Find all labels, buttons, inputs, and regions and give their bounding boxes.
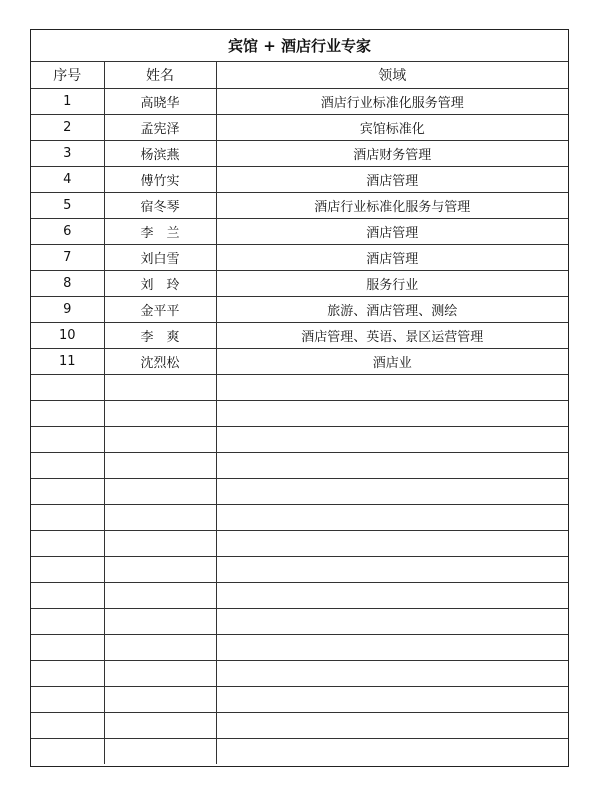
cell-no: 11 bbox=[31, 349, 104, 375]
empty-cell-name bbox=[104, 687, 216, 713]
empty-cell-field bbox=[216, 375, 568, 401]
empty-table-row bbox=[31, 609, 568, 635]
empty-cell-no bbox=[31, 453, 104, 479]
empty-table-row bbox=[31, 401, 568, 427]
empty-cell-no bbox=[31, 531, 104, 557]
empty-cell-field bbox=[216, 505, 568, 531]
empty-cell-no bbox=[31, 609, 104, 635]
empty-cell-field bbox=[216, 713, 568, 739]
cell-name: 傅竹实 bbox=[104, 167, 216, 193]
empty-table-row bbox=[31, 583, 568, 609]
cell-no: 8 bbox=[31, 271, 104, 297]
empty-cell-name bbox=[104, 557, 216, 583]
table-row bbox=[31, 323, 568, 349]
empty-cell-name bbox=[104, 661, 216, 687]
cell-no: 3 bbox=[31, 141, 104, 167]
cell-field: 旅游、酒店管理、测绘 bbox=[216, 297, 568, 323]
cell-name: 杨滨燕 bbox=[104, 141, 216, 167]
cell-field: 酒店行业标准化服务管理 bbox=[216, 89, 568, 115]
column-header-name: 姓名 bbox=[104, 62, 216, 89]
cell-field: 服务行业 bbox=[216, 271, 568, 297]
empty-cell-name bbox=[104, 505, 216, 531]
empty-cell-no bbox=[31, 661, 104, 687]
cell-name: 沈烈松 bbox=[104, 349, 216, 375]
cell-field: 宾馆标准化 bbox=[216, 115, 568, 141]
empty-cell-field bbox=[216, 739, 568, 765]
empty-cell-no bbox=[31, 479, 104, 505]
cell-no: 2 bbox=[31, 115, 104, 141]
table-row bbox=[31, 167, 568, 193]
table-row bbox=[31, 89, 568, 115]
empty-cell-field bbox=[216, 583, 568, 609]
cell-no: 5 bbox=[31, 193, 104, 219]
empty-cell-field bbox=[216, 427, 568, 453]
column-header-field: 领域 bbox=[216, 62, 568, 89]
table-title-row bbox=[31, 30, 568, 62]
empty-cell-no bbox=[31, 401, 104, 427]
empty-cell-field bbox=[216, 479, 568, 505]
cell-name: 孟宪泽 bbox=[104, 115, 216, 141]
empty-cell-name bbox=[104, 739, 216, 765]
empty-cell-no bbox=[31, 375, 104, 401]
table-body bbox=[31, 89, 568, 765]
empty-table-row bbox=[31, 557, 568, 583]
empty-cell-field bbox=[216, 687, 568, 713]
empty-cell-name bbox=[104, 713, 216, 739]
empty-cell-field bbox=[216, 453, 568, 479]
empty-cell-name bbox=[104, 427, 216, 453]
table-row bbox=[31, 349, 568, 375]
empty-cell-name bbox=[104, 401, 216, 427]
cell-field: 酒店管理、英语、景区运营管理 bbox=[216, 323, 568, 349]
cell-field: 酒店财务管理 bbox=[216, 141, 568, 167]
empty-cell-no bbox=[31, 635, 104, 661]
empty-cell-no bbox=[31, 505, 104, 531]
empty-table-row bbox=[31, 375, 568, 401]
cell-field: 酒店管理 bbox=[216, 245, 568, 271]
cell-name: 高晓华 bbox=[104, 89, 216, 115]
empty-cell-no bbox=[31, 739, 104, 765]
table-row bbox=[31, 245, 568, 271]
empty-cell-no bbox=[31, 687, 104, 713]
empty-cell-no bbox=[31, 583, 104, 609]
expert-table-sheet bbox=[30, 29, 569, 767]
empty-table-row bbox=[31, 635, 568, 661]
table-row bbox=[31, 219, 568, 245]
empty-cell-no bbox=[31, 427, 104, 453]
empty-table-row bbox=[31, 505, 568, 531]
table-row bbox=[31, 297, 568, 323]
cell-field: 酒店管理 bbox=[216, 167, 568, 193]
table-header-row bbox=[31, 62, 568, 89]
table-title: 宾馆 + 酒店行业专家 bbox=[31, 30, 568, 62]
empty-table-row bbox=[31, 453, 568, 479]
cell-field: 酒店行业标准化服务与管理 bbox=[216, 193, 568, 219]
cell-field: 酒店业 bbox=[216, 349, 568, 375]
empty-cell-field bbox=[216, 609, 568, 635]
expert-table bbox=[31, 30, 568, 764]
empty-cell-name bbox=[104, 453, 216, 479]
empty-table-row bbox=[31, 739, 568, 765]
empty-cell-field bbox=[216, 401, 568, 427]
cell-no: 7 bbox=[31, 245, 104, 271]
empty-cell-name bbox=[104, 583, 216, 609]
empty-cell-field bbox=[216, 635, 568, 661]
empty-cell-name bbox=[104, 609, 216, 635]
empty-cell-name bbox=[104, 531, 216, 557]
table-row bbox=[31, 193, 568, 219]
empty-cell-name bbox=[104, 635, 216, 661]
empty-table-row bbox=[31, 479, 568, 505]
empty-cell-name bbox=[104, 375, 216, 401]
empty-table-row bbox=[31, 713, 568, 739]
table-row bbox=[31, 271, 568, 297]
empty-cell-no bbox=[31, 557, 104, 583]
empty-cell-name bbox=[104, 479, 216, 505]
empty-cell-no bbox=[31, 713, 104, 739]
cell-no: 9 bbox=[31, 297, 104, 323]
cell-field: 酒店管理 bbox=[216, 219, 568, 245]
empty-cell-field bbox=[216, 661, 568, 687]
table-row bbox=[31, 115, 568, 141]
cell-name: 李 爽 bbox=[104, 323, 216, 349]
cell-name: 李 兰 bbox=[104, 219, 216, 245]
empty-table-row bbox=[31, 687, 568, 713]
cell-name: 宿冬琴 bbox=[104, 193, 216, 219]
cell-name: 刘白雪 bbox=[104, 245, 216, 271]
cell-name: 刘 玲 bbox=[104, 271, 216, 297]
table-row bbox=[31, 141, 568, 167]
cell-no: 1 bbox=[31, 89, 104, 115]
cell-no: 4 bbox=[31, 167, 104, 193]
column-header-no: 序号 bbox=[31, 62, 104, 89]
empty-cell-field bbox=[216, 557, 568, 583]
cell-no: 10 bbox=[31, 323, 104, 349]
empty-table-row bbox=[31, 427, 568, 453]
empty-table-row bbox=[31, 661, 568, 687]
empty-cell-field bbox=[216, 531, 568, 557]
cell-no: 6 bbox=[31, 219, 104, 245]
empty-table-row bbox=[31, 531, 568, 557]
cell-name: 金平平 bbox=[104, 297, 216, 323]
